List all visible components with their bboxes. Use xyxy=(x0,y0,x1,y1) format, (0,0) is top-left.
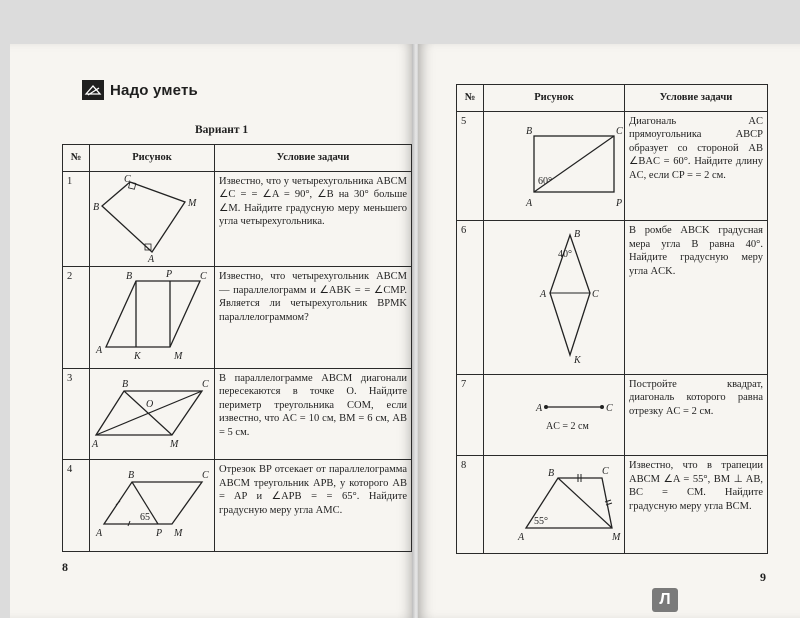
task-figure xyxy=(484,221,625,374)
task-number: 1 xyxy=(63,172,90,267)
vertex-label: C xyxy=(202,378,209,390)
figure-segment-ac xyxy=(484,375,620,451)
column-header-condition: Условие задачи xyxy=(215,145,412,172)
table-row xyxy=(457,374,768,455)
vertex-label: M xyxy=(170,438,179,450)
figure-rhombus-abck xyxy=(484,221,620,369)
angle-label: 60° xyxy=(538,176,552,187)
task-figure xyxy=(90,267,215,368)
task-number: 2 xyxy=(63,267,90,368)
variant-title: Вариант 1 xyxy=(195,124,249,136)
vertex-label: K xyxy=(574,355,581,367)
task-figure xyxy=(90,460,215,552)
vertex-label: A xyxy=(96,345,103,357)
task-figure xyxy=(484,456,625,553)
section-header xyxy=(82,80,198,100)
task-condition: Известно, что у четырехугольника ABCM ∠C = = ∠A = 90°, ∠B на 30° больше ∠M. Найдите градусную меру меньшего угла четырехугольника. xyxy=(215,172,412,267)
table-row xyxy=(457,112,768,221)
vertex-label: C xyxy=(602,466,609,478)
right-task-table xyxy=(456,84,768,554)
section-title: Надо уметь xyxy=(110,81,198,99)
angle-label: 65 xyxy=(140,512,150,524)
task-condition: Известно, что четырехугольник ABCM — параллелограмм и ∠ABK = = ∠CMP. Является ли четырехугольник BPMK параллелограммом? xyxy=(215,267,412,368)
task-condition: Постройте квадрат, диагональ которого равна отрезку AC = 2 см. xyxy=(625,374,768,455)
book-pen-icon xyxy=(82,80,104,100)
task-figure xyxy=(484,374,625,455)
column-header-number: № xyxy=(457,85,484,112)
vertex-label: A xyxy=(536,402,543,414)
column-header-number: № xyxy=(63,145,90,172)
vertex-label: K xyxy=(134,351,141,363)
table-row xyxy=(457,456,768,553)
task-condition: В параллелограмме ABCM диагонали пересекаются в точке O. Найдите периметр треугольника COM, если известно, что AC = 10 см, BM = 6 см, AB = 5 см. xyxy=(215,368,412,459)
vertex-label: C xyxy=(592,289,599,301)
table-row xyxy=(63,368,412,459)
vertex-label: C xyxy=(616,126,623,137)
table-header-row xyxy=(457,85,768,112)
page-number-left: 8 xyxy=(62,560,68,574)
vertex-label: M xyxy=(174,351,183,363)
vertex-label: C xyxy=(606,402,613,414)
task-condition: В ромбе ABCK градусная мера угла B равна 40°. Найдите градусную меру угла ACK. xyxy=(625,221,768,374)
angle-label: 40° xyxy=(558,249,572,261)
vertex-label: P xyxy=(166,269,173,281)
column-header-condition: Условие задачи xyxy=(625,85,768,112)
vertex-label: B xyxy=(574,229,581,241)
task-number: 3 xyxy=(63,368,90,459)
figure-trapezoid-abcm xyxy=(484,456,620,548)
vertex-label: M xyxy=(174,528,183,540)
task-figure xyxy=(90,172,215,267)
page-number-right: 9 xyxy=(760,570,766,584)
task-condition: Диагональ AC прямоугольника ABCP образует со стороной AB ∠BAC = 60°. Найдите длину AC, если CP = = 2 см. xyxy=(625,112,768,221)
task-number: 8 xyxy=(457,456,484,553)
figure-parallelogram-abcm xyxy=(90,267,210,363)
column-header-figure: Рисунок xyxy=(484,85,625,112)
task-number: 5 xyxy=(457,112,484,221)
vertex-label: B xyxy=(548,468,555,480)
table-header-row xyxy=(63,145,412,172)
vertex-label: A xyxy=(96,528,103,540)
vertex-label: C xyxy=(202,470,209,482)
vertex-label: B xyxy=(126,271,133,283)
vertex-label: A xyxy=(92,438,99,450)
column-header-figure: Рисунок xyxy=(90,145,215,172)
vertex-label: A xyxy=(148,254,155,265)
table-row xyxy=(63,172,412,267)
vertex-label: O xyxy=(146,398,154,410)
task-number: 6 xyxy=(457,221,484,374)
task-number: 4 xyxy=(63,460,90,552)
vertex-label: A xyxy=(526,198,533,209)
task-figure xyxy=(484,112,625,221)
figure-parallelogram-diagonals xyxy=(90,369,210,455)
table-row xyxy=(63,460,412,552)
vertex-label: M xyxy=(188,198,197,209)
vertex-label: A xyxy=(518,532,525,544)
vertex-label: P xyxy=(616,198,623,209)
vertex-label: B xyxy=(128,470,135,482)
vertex-label: C xyxy=(124,174,131,185)
figure-parallelogram-bp xyxy=(90,460,210,546)
vertex-label: B xyxy=(93,202,100,213)
table-row xyxy=(457,221,768,374)
segment-length-label: AC = 2 см xyxy=(546,420,589,432)
task-number: 7 xyxy=(457,374,484,455)
figure-rectangle-abcp xyxy=(484,112,623,216)
figure-quadrilateral-abcm xyxy=(90,172,210,265)
table-row xyxy=(63,267,412,368)
vertex-label: A xyxy=(540,289,547,301)
publisher-logo: Л xyxy=(652,588,678,612)
left-task-table xyxy=(62,144,412,552)
vertex-label: B xyxy=(122,378,129,390)
angle-label: 55° xyxy=(534,516,548,528)
task-figure xyxy=(90,368,215,459)
vertex-label: C xyxy=(200,271,207,283)
vertex-label: B xyxy=(526,126,533,137)
task-condition: Отрезок BP отсекает от параллелограмма ABCM треугольник APB, у которого AB = AP и ∠APB = = 65°. Найдите градусную меру угла AMC. xyxy=(215,460,412,552)
vertex-label: M xyxy=(612,532,621,544)
task-condition: Известно, что в трапеции ABCM ∠A = 55°, BM ⊥ AB, BC = CM. Найдите градусную меру угла BCM. xyxy=(625,456,768,553)
vertex-label: P xyxy=(156,528,163,540)
